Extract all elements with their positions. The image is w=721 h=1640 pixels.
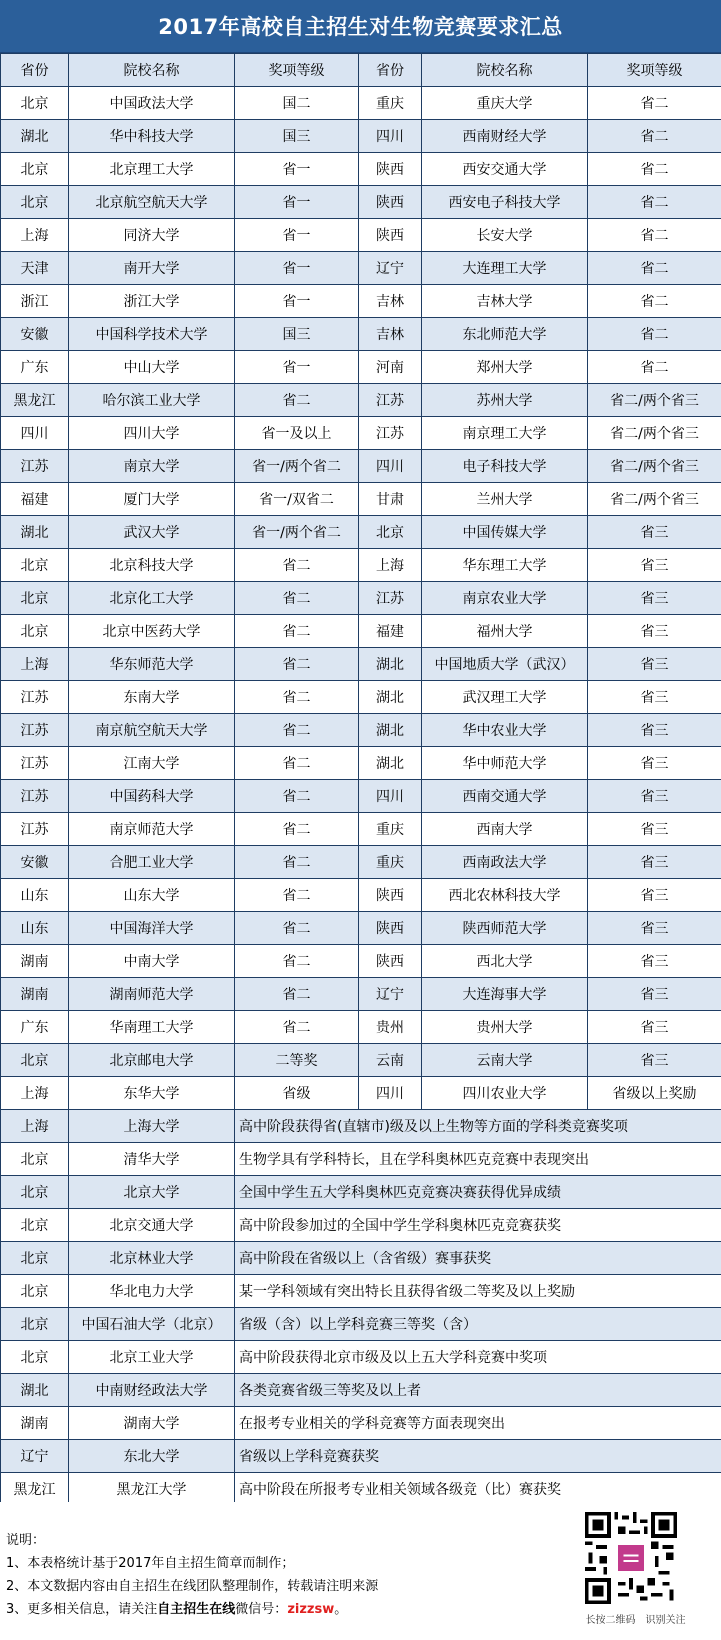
cell-award: 省级 [235, 1077, 359, 1110]
cell-award: 省二 [588, 87, 721, 120]
cell-province: 湖南 [1, 978, 69, 1011]
cell-award: 省三 [588, 813, 721, 846]
cell-award: 省一/两个省二 [235, 450, 359, 483]
cell-province: 江苏 [359, 417, 422, 450]
cell-award: 省一 [235, 252, 359, 285]
cell-province: 四川 [1, 417, 69, 450]
cell-province: 福建 [1, 483, 69, 516]
cell-requirement: 在报考专业相关的学科竞赛等方面表现突出 [235, 1407, 721, 1440]
table-row [1, 582, 721, 615]
cell-award: 省三 [588, 615, 721, 648]
cell-award: 省二 [588, 351, 721, 384]
note-3-end: 。 [334, 1602, 348, 1617]
cell-award: 省二 [235, 978, 359, 1011]
cell-school: 湖南师范大学 [69, 978, 235, 1011]
cell-school: 西北农林科技大学 [422, 879, 588, 912]
col-header-province: 省份 [359, 54, 422, 87]
cell-school: 中国药科大学 [69, 780, 235, 813]
cell-school: 山东大学 [69, 879, 235, 912]
cell-award: 省二 [235, 846, 359, 879]
cell-province: 上海 [1, 648, 69, 681]
cell-school: 中南大学 [69, 945, 235, 978]
cell-province: 甘肃 [359, 483, 422, 516]
table-row [1, 945, 721, 978]
cell-requirement: 高中阶段在所报考专业相关领域各级竞（比）赛获奖 [235, 1473, 721, 1506]
cell-school: 北京大学 [69, 1176, 235, 1209]
note-1: 1、本表格统计基于2017年自主招生简章而制作； [6, 1556, 295, 1571]
table-row [1, 1143, 721, 1176]
cell-award: 省二 [588, 285, 721, 318]
table-row [1, 912, 721, 945]
cell-school: 西南政法大学 [422, 846, 588, 879]
cell-award: 省二 [235, 780, 359, 813]
cell-award: 省三 [588, 516, 721, 549]
cell-award: 省一/两个省二 [235, 516, 359, 549]
cell-school: 陕西师范大学 [422, 912, 588, 945]
cell-school: 华东理工大学 [422, 549, 588, 582]
table-row [1, 714, 721, 747]
cell-province: 北京 [1, 549, 69, 582]
cell-award: 国二 [235, 87, 359, 120]
cell-province: 安徽 [1, 318, 69, 351]
cell-province: 陕西 [359, 879, 422, 912]
cell-province: 重庆 [359, 846, 422, 879]
cell-award: 省三 [588, 978, 721, 1011]
cell-school: 武汉大学 [69, 516, 235, 549]
cell-province: 四川 [359, 1077, 422, 1110]
cell-school: 华东师范大学 [69, 648, 235, 681]
cell-award: 省二 [235, 681, 359, 714]
table-row [1, 1242, 721, 1275]
cell-school: 重庆大学 [422, 87, 588, 120]
table-row [1, 1044, 721, 1077]
table-row [1, 648, 721, 681]
cell-award: 省一 [235, 351, 359, 384]
cell-school: 中国政法大学 [69, 87, 235, 120]
table-row [1, 219, 721, 252]
cell-school: 北京林业大学 [69, 1242, 235, 1275]
cell-province: 北京 [1, 87, 69, 120]
cell-province: 湖北 [1, 516, 69, 549]
cell-award: 省三 [588, 747, 721, 780]
table-row [1, 1308, 721, 1341]
cell-award: 省二 [235, 879, 359, 912]
cell-province: 北京 [1, 615, 69, 648]
cell-award: 国三 [235, 120, 359, 153]
cell-province: 四川 [359, 450, 422, 483]
cell-school: 四川大学 [69, 417, 235, 450]
table-row [1, 1077, 721, 1110]
cell-school: 南开大学 [69, 252, 235, 285]
cell-province: 福建 [359, 615, 422, 648]
col-header-school: 院校名称 [69, 54, 235, 87]
cell-school: 南京大学 [69, 450, 235, 483]
cell-province: 山东 [1, 912, 69, 945]
table-row [1, 1407, 721, 1440]
table-row [1, 153, 721, 186]
cell-province: 江苏 [1, 780, 69, 813]
cell-school: 武汉理工大学 [422, 681, 588, 714]
cell-school: 东北师范大学 [422, 318, 588, 351]
cell-province: 黑龙江 [1, 384, 69, 417]
col-header-province: 省份 [1, 54, 69, 87]
cell-award: 省一 [235, 186, 359, 219]
cell-school: 贵州大学 [422, 1011, 588, 1044]
cell-province: 黑龙江 [1, 1473, 69, 1506]
cell-school: 湖南大学 [69, 1407, 235, 1440]
cell-province: 重庆 [359, 813, 422, 846]
cell-school: 清华大学 [69, 1143, 235, 1176]
cell-province: 云南 [359, 1044, 422, 1077]
cell-school: 哈尔滨工业大学 [69, 384, 235, 417]
cell-school: 中南财经政法大学 [69, 1374, 235, 1407]
cell-school: 江南大学 [69, 747, 235, 780]
cell-province: 陕西 [359, 945, 422, 978]
note-3 [6, 1599, 347, 1621]
cell-province: 浙江 [1, 285, 69, 318]
cell-province: 江苏 [1, 681, 69, 714]
cell-award: 省三 [588, 582, 721, 615]
cell-school: 郑州大学 [422, 351, 588, 384]
cell-school: 北京邮电大学 [69, 1044, 235, 1077]
table-row [1, 978, 721, 1011]
wechat-id: zizzsw [287, 1602, 335, 1617]
cell-award: 省二 [235, 945, 359, 978]
note-3-text: 3、更多相关信息，请关注 [6, 1602, 158, 1617]
cell-award: 省一/双省二 [235, 483, 359, 516]
col-header-award: 奖项等级 [235, 54, 359, 87]
cell-province: 湖南 [1, 945, 69, 978]
cell-province: 江苏 [1, 714, 69, 747]
cell-province: 广东 [1, 1011, 69, 1044]
notes-label: 说明： [6, 1533, 46, 1548]
cell-school: 南京师范大学 [69, 813, 235, 846]
cell-requirement: 某一学科领域有突出特长且获得省级二等奖及以上奖励 [235, 1275, 721, 1308]
table-row [1, 549, 721, 582]
cell-province: 湖北 [359, 648, 422, 681]
note-2: 2、本文数据内容由自主招生在线团队整理制作，转载请注明来源 [6, 1579, 379, 1594]
cell-requirement: 高中阶段获得北京市级及以上五大学科竞赛中奖项 [235, 1341, 721, 1374]
cell-school: 北京化工大学 [69, 582, 235, 615]
cell-award: 国三 [235, 318, 359, 351]
cell-requirement: 全国中学生五大学科奥林匹克竞赛决赛获得优异成绩 [235, 1176, 721, 1209]
cell-province: 湖北 [359, 714, 422, 747]
cell-province: 上海 [1, 219, 69, 252]
table-row [1, 120, 721, 153]
cell-province: 辽宁 [359, 252, 422, 285]
cell-school: 厦门大学 [69, 483, 235, 516]
cell-award: 省三 [588, 681, 721, 714]
cell-province: 北京 [1, 1275, 69, 1308]
table-row [1, 318, 721, 351]
cell-award: 省二 [235, 747, 359, 780]
table-row [1, 1209, 721, 1242]
cell-award: 省三 [588, 846, 721, 879]
table-row [1, 1011, 721, 1044]
cell-school: 同济大学 [69, 219, 235, 252]
cell-province: 湖北 [1, 120, 69, 153]
cell-award: 省二/两个省三 [588, 483, 721, 516]
cell-province: 安徽 [1, 846, 69, 879]
cell-school: 中国科学技术大学 [69, 318, 235, 351]
cell-award: 省三 [588, 879, 721, 912]
cell-province: 江苏 [1, 813, 69, 846]
cell-province: 北京 [1, 1308, 69, 1341]
table-row [1, 1341, 721, 1374]
cell-school: 华南理工大学 [69, 1011, 235, 1044]
cell-award: 省一及以上 [235, 417, 359, 450]
note-3-brand: 自主招生在线 [157, 1602, 236, 1617]
cell-school: 华北电力大学 [69, 1275, 235, 1308]
table-row [1, 846, 721, 879]
cell-school: 吉林大学 [422, 285, 588, 318]
cell-school: 南京理工大学 [422, 417, 588, 450]
cell-award: 省二 [588, 153, 721, 186]
table-row [1, 1473, 721, 1506]
table-row [1, 87, 721, 120]
cell-province: 陕西 [359, 186, 422, 219]
cell-requirement: 各类竞赛省级三等奖及以上者 [235, 1374, 721, 1407]
cell-award: 省二/两个省三 [588, 417, 721, 450]
cell-school: 东南大学 [69, 681, 235, 714]
cell-province: 陕西 [359, 912, 422, 945]
cell-school: 中国海洋大学 [69, 912, 235, 945]
cell-award: 省二 [588, 252, 721, 285]
cell-award: 省二 [235, 615, 359, 648]
cell-school: 华中科技大学 [69, 120, 235, 153]
table-row [1, 1374, 721, 1407]
col-header-award: 奖项等级 [588, 54, 721, 87]
cell-school: 苏州大学 [422, 384, 588, 417]
cell-school: 东北大学 [69, 1440, 235, 1473]
cell-award: 省二 [588, 219, 721, 252]
cell-school: 南京航空航天大学 [69, 714, 235, 747]
cell-province: 北京 [1, 1176, 69, 1209]
cell-award: 省一 [235, 219, 359, 252]
cell-school: 华中师范大学 [422, 747, 588, 780]
table-row [1, 285, 721, 318]
cell-school: 大连海事大学 [422, 978, 588, 1011]
cell-school: 北京工业大学 [69, 1341, 235, 1374]
table-row [1, 780, 721, 813]
cell-province: 江苏 [1, 450, 69, 483]
cell-school: 北京科技大学 [69, 549, 235, 582]
cell-province: 北京 [1, 1143, 69, 1176]
qr-code-icon[interactable] [585, 1512, 677, 1604]
cell-province: 辽宁 [1, 1440, 69, 1473]
cell-award: 省三 [588, 549, 721, 582]
cell-award: 省二 [235, 1011, 359, 1044]
cell-province: 天津 [1, 252, 69, 285]
col-header-school: 院校名称 [422, 54, 588, 87]
table-row [1, 1275, 721, 1308]
table-row [1, 813, 721, 846]
cell-award: 省一 [235, 153, 359, 186]
cell-school: 中山大学 [69, 351, 235, 384]
cell-award: 省三 [588, 780, 721, 813]
table-row [1, 1110, 721, 1143]
cell-award: 省二 [588, 120, 721, 153]
table-row [1, 186, 721, 219]
cell-province: 北京 [1, 1209, 69, 1242]
notes-section [0, 1502, 721, 1640]
cell-school: 大连理工大学 [422, 252, 588, 285]
table-row [1, 417, 721, 450]
cell-school: 福州大学 [422, 615, 588, 648]
cell-school: 长安大学 [422, 219, 588, 252]
cell-award: 省二/两个省三 [588, 450, 721, 483]
table-row [1, 252, 721, 285]
cell-school: 中国石油大学（北京） [69, 1308, 235, 1341]
cell-province: 北京 [1, 186, 69, 219]
cell-province: 上海 [359, 549, 422, 582]
cell-school: 北京中医药大学 [69, 615, 235, 648]
cell-requirement: 生物学具有学科特长，且在学科奥林匹克竞赛中表现突出 [235, 1143, 721, 1176]
note-3-mid: 微信号： [235, 1602, 288, 1617]
cell-province: 贵州 [359, 1011, 422, 1044]
cell-school: 西南交通大学 [422, 780, 588, 813]
cell-school: 北京交通大学 [69, 1209, 235, 1242]
cell-province: 广东 [1, 351, 69, 384]
cell-province: 北京 [1, 582, 69, 615]
cell-award: 省二 [235, 813, 359, 846]
cell-province: 江苏 [359, 384, 422, 417]
cell-province: 吉林 [359, 318, 422, 351]
cell-province: 辽宁 [359, 978, 422, 1011]
cell-school: 西北大学 [422, 945, 588, 978]
cell-province: 重庆 [359, 87, 422, 120]
cell-award: 省二 [235, 582, 359, 615]
cell-province: 四川 [359, 780, 422, 813]
cell-school: 电子科技大学 [422, 450, 588, 483]
cell-province: 北京 [359, 516, 422, 549]
cell-award: 省二 [235, 714, 359, 747]
cell-award: 省二 [235, 549, 359, 582]
table-row [1, 615, 721, 648]
cell-school: 西安交通大学 [422, 153, 588, 186]
cell-school: 北京理工大学 [69, 153, 235, 186]
table-row [1, 450, 721, 483]
requirements-table [0, 53, 721, 1506]
cell-award: 省三 [588, 648, 721, 681]
cell-province: 湖南 [1, 1407, 69, 1440]
table-row [1, 1440, 721, 1473]
cell-award: 省二 [588, 186, 721, 219]
table-row [1, 1176, 721, 1209]
cell-province: 北京 [1, 1341, 69, 1374]
cell-requirement: 高中阶段在省级以上（含省级）赛事获奖 [235, 1242, 721, 1275]
table-body [1, 87, 721, 1506]
page-title: 2017年高校自主招生对生物竞赛要求汇总 [0, 0, 721, 53]
cell-requirement: 省级以上学科竞赛获奖 [235, 1440, 721, 1473]
cell-award: 省二 [235, 912, 359, 945]
cell-province: 四川 [359, 120, 422, 153]
cell-school: 中国传媒大学 [422, 516, 588, 549]
cell-school: 西南大学 [422, 813, 588, 846]
cell-award: 省二 [235, 384, 359, 417]
header-row [1, 54, 721, 87]
cell-award: 省二 [235, 648, 359, 681]
cell-award: 省级以上奖励 [588, 1077, 721, 1110]
cell-province: 陕西 [359, 219, 422, 252]
table-row [1, 747, 721, 780]
cell-requirement: 高中阶段获得省(直辖市)级及以上生物等方面的学科类竞赛奖项 [235, 1110, 721, 1143]
cell-school: 北京航空航天大学 [69, 186, 235, 219]
cell-school: 黑龙江大学 [69, 1473, 235, 1506]
cell-requirement: 省级（含）以上学科竞赛三等奖（含） [235, 1308, 721, 1341]
cell-school: 南京农业大学 [422, 582, 588, 615]
cell-award: 二等奖 [235, 1044, 359, 1077]
cell-award: 省三 [588, 1011, 721, 1044]
cell-school: 东华大学 [69, 1077, 235, 1110]
cell-province: 陕西 [359, 153, 422, 186]
qr-caption: 长按二维码 识别关注 [585, 1615, 686, 1626]
cell-school: 四川农业大学 [422, 1077, 588, 1110]
cell-award: 省三 [588, 945, 721, 978]
cell-province: 湖北 [359, 747, 422, 780]
cell-province: 江苏 [1, 747, 69, 780]
cell-school: 西南财经大学 [422, 120, 588, 153]
table-row [1, 483, 721, 516]
cell-award: 省二/两个省三 [588, 384, 721, 417]
cell-province: 河南 [359, 351, 422, 384]
table-row [1, 516, 721, 549]
cell-requirement: 高中阶段参加过的全国中学生学科奥林匹克竞赛获奖 [235, 1209, 721, 1242]
cell-school: 华中农业大学 [422, 714, 588, 747]
cell-school: 中国地质大学（武汉） [422, 648, 588, 681]
cell-school: 云南大学 [422, 1044, 588, 1077]
cell-province: 北京 [1, 153, 69, 186]
cell-award: 省三 [588, 912, 721, 945]
cell-province: 上海 [1, 1077, 69, 1110]
cell-school: 上海大学 [69, 1110, 235, 1143]
table-row [1, 681, 721, 714]
cell-province: 北京 [1, 1242, 69, 1275]
cell-province: 上海 [1, 1110, 69, 1143]
table-row [1, 384, 721, 417]
cell-award: 省二 [588, 318, 721, 351]
cell-school: 合肥工业大学 [69, 846, 235, 879]
cell-province: 江苏 [359, 582, 422, 615]
cell-school: 西安电子科技大学 [422, 186, 588, 219]
cell-award: 省一 [235, 285, 359, 318]
cell-province: 吉林 [359, 285, 422, 318]
table-row [1, 879, 721, 912]
cell-award: 省三 [588, 1044, 721, 1077]
cell-school: 浙江大学 [69, 285, 235, 318]
cell-province: 北京 [1, 1044, 69, 1077]
cell-school: 兰州大学 [422, 483, 588, 516]
cell-province: 山东 [1, 879, 69, 912]
table-row [1, 351, 721, 384]
cell-award: 省三 [588, 714, 721, 747]
cell-province: 湖北 [1, 1374, 69, 1407]
cell-province: 湖北 [359, 681, 422, 714]
